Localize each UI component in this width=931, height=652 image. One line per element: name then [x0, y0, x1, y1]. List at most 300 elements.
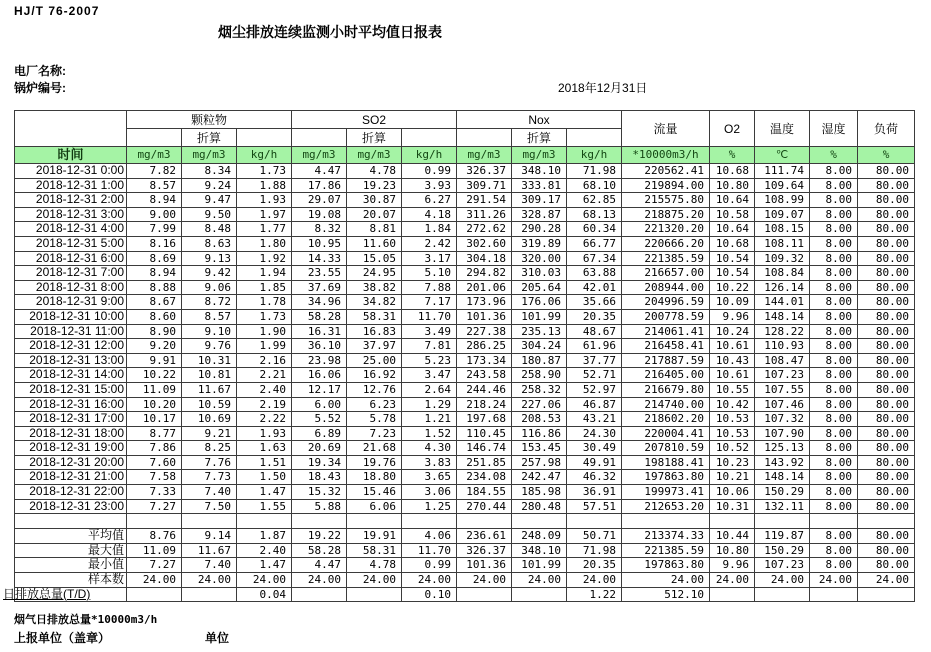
- row-label: 2018-12-31 11:00: [15, 324, 127, 339]
- cell: 23.98: [292, 353, 347, 368]
- cell: 150.29: [755, 485, 810, 500]
- cell: 10.31: [182, 353, 237, 368]
- cell: 12.76: [347, 382, 402, 397]
- cell: 1.52: [402, 426, 457, 441]
- cell: 1.93: [237, 193, 292, 208]
- cell: 80.00: [858, 412, 915, 427]
- cell: [457, 587, 512, 602]
- cell: 5.52: [292, 412, 347, 427]
- cell: 4.78: [347, 164, 402, 179]
- blank-cell: [567, 514, 622, 529]
- row-label: 最小值: [15, 558, 127, 573]
- cell: 326.37: [457, 543, 512, 558]
- cell: 8.00: [810, 309, 858, 324]
- cell: 38.82: [347, 280, 402, 295]
- cell: 52.71: [567, 368, 622, 383]
- cell: 24.00: [292, 573, 347, 588]
- cell: 25.00: [347, 353, 402, 368]
- cell: 8.72: [182, 295, 237, 310]
- cell: 290.28: [512, 222, 567, 237]
- blank-cell: [182, 514, 237, 529]
- cell: 218602.20: [622, 412, 710, 427]
- unit-cell: mg/m3: [512, 147, 567, 164]
- cell: 24.95: [347, 266, 402, 281]
- cell: 8.57: [182, 309, 237, 324]
- cell: 7.81: [402, 339, 457, 354]
- cell: 8.16: [127, 236, 182, 251]
- group-header-row: [15, 111, 915, 129]
- row-label: 2018-12-31 23:00: [15, 499, 127, 514]
- summary-row: [15, 587, 915, 602]
- row-label: 2018-12-31 14:00: [15, 368, 127, 383]
- cell: 197863.80: [622, 558, 710, 573]
- row-label: 2018-12-31 15:00: [15, 382, 127, 397]
- cell: 257.98: [512, 455, 567, 470]
- cell: 80.00: [858, 266, 915, 281]
- cell: 216405.00: [622, 368, 710, 383]
- unit-cell: kg/h: [567, 147, 622, 164]
- cell: 119.87: [755, 529, 810, 544]
- cell: 8.88: [127, 280, 182, 295]
- cell: 14.33: [292, 251, 347, 266]
- cell: 221320.20: [622, 222, 710, 237]
- cell: 37.77: [567, 353, 622, 368]
- cell: 5.23: [402, 353, 457, 368]
- cell: 34.82: [347, 295, 402, 310]
- unit-cell: %: [858, 147, 915, 164]
- cell: 11.70: [402, 309, 457, 324]
- table-row: [15, 295, 915, 310]
- table-row: [15, 324, 915, 339]
- cell: 111.74: [755, 164, 810, 179]
- cell: 80.00: [858, 178, 915, 193]
- blank-cell: [622, 514, 710, 529]
- cell: [347, 587, 402, 602]
- cell: 8.00: [810, 455, 858, 470]
- cell: 208944.00: [622, 280, 710, 295]
- cell: 11.09: [127, 382, 182, 397]
- cell: 15.46: [347, 485, 402, 500]
- cell: 0.99: [402, 164, 457, 179]
- cell: 207810.59: [622, 441, 710, 456]
- cell: 62.85: [567, 193, 622, 208]
- cell: 1.63: [237, 441, 292, 456]
- cell: 9.20: [127, 339, 182, 354]
- row-label: 样本数: [15, 573, 127, 588]
- unit-cell: ℃: [755, 147, 810, 164]
- cell: 132.11: [755, 499, 810, 514]
- cell: 10.58: [710, 207, 755, 222]
- cell: 8.00: [810, 426, 858, 441]
- cell: 10.59: [182, 397, 237, 412]
- cell: 310.03: [512, 266, 567, 281]
- cell: 68.13: [567, 207, 622, 222]
- table-row: [15, 266, 915, 281]
- cell: 4.06: [402, 529, 457, 544]
- cell: 7.27: [127, 558, 182, 573]
- cell: 2.40: [237, 382, 292, 397]
- cell: 7.60: [127, 455, 182, 470]
- cell: 9.42: [182, 266, 237, 281]
- table-row: [15, 426, 915, 441]
- cell: 9.47: [182, 193, 237, 208]
- cell: 10.80: [710, 543, 755, 558]
- cell: 20.35: [567, 309, 622, 324]
- cell: 8.60: [127, 309, 182, 324]
- cell: 19.08: [292, 207, 347, 222]
- cell: [810, 587, 858, 602]
- cell: 16.83: [347, 324, 402, 339]
- cell: 280.48: [512, 499, 567, 514]
- cell: 10.20: [127, 397, 182, 412]
- cell: 36.91: [567, 485, 622, 500]
- table-row: [15, 164, 915, 179]
- cell: 109.07: [755, 207, 810, 222]
- blank-cell: [710, 514, 755, 529]
- cell: 348.10: [512, 543, 567, 558]
- cell: 1.87: [237, 529, 292, 544]
- cell: 197.68: [457, 412, 512, 427]
- cell: 10.52: [710, 441, 755, 456]
- cell: 205.64: [512, 280, 567, 295]
- cell: 9.21: [182, 426, 237, 441]
- cell: 198188.41: [622, 455, 710, 470]
- cell: 80.00: [858, 353, 915, 368]
- row-label: 2018-12-31 8:00: [15, 280, 127, 295]
- cell: 10.06: [710, 485, 755, 500]
- cell: 108.84: [755, 266, 810, 281]
- cell: 4.47: [292, 164, 347, 179]
- cell: 8.00: [810, 470, 858, 485]
- cell: 9.06: [182, 280, 237, 295]
- table-row: [15, 368, 915, 383]
- cell: 8.94: [127, 266, 182, 281]
- cell: 68.10: [567, 178, 622, 193]
- unit-cell: %: [710, 147, 755, 164]
- cell: 23.55: [292, 266, 347, 281]
- row-label: 2018-12-31 18:00: [15, 426, 127, 441]
- report-date: 2018年12月31日: [558, 81, 648, 95]
- cell: 184.55: [457, 485, 512, 500]
- cell: 1.99: [237, 339, 292, 354]
- cell: 214740.00: [622, 397, 710, 412]
- table-row: [15, 280, 915, 295]
- cell: 1.55: [237, 499, 292, 514]
- cell: 221385.59: [622, 543, 710, 558]
- cell: 10.21: [710, 470, 755, 485]
- cell: 9.00: [127, 207, 182, 222]
- cell: 116.86: [512, 426, 567, 441]
- table-row: [15, 441, 915, 456]
- cell: 24.00: [512, 573, 567, 588]
- cell: 1.47: [237, 485, 292, 500]
- unit-cell: mg/m3: [457, 147, 512, 164]
- cell: 24.00: [457, 573, 512, 588]
- cell: 10.53: [710, 412, 755, 427]
- cell: 221385.59: [622, 251, 710, 266]
- cell: 49.91: [567, 455, 622, 470]
- row-label: 2018-12-31 13:00: [15, 353, 127, 368]
- cell: 227.38: [457, 324, 512, 339]
- row-label: 2018-12-31 2:00: [15, 193, 127, 208]
- spacer-row: [15, 514, 915, 529]
- cell: 9.91: [127, 353, 182, 368]
- cell: 3.93: [402, 178, 457, 193]
- cell: 63.88: [567, 266, 622, 281]
- cell: 8.69: [127, 251, 182, 266]
- cell: 10.23: [710, 455, 755, 470]
- cell: 10.22: [710, 280, 755, 295]
- cell: 4.78: [347, 558, 402, 573]
- cell: 3.65: [402, 470, 457, 485]
- cell: 15.32: [292, 485, 347, 500]
- cell: 34.96: [292, 295, 347, 310]
- cell: 10.42: [710, 397, 755, 412]
- cell: [710, 587, 755, 602]
- cell: 219894.00: [622, 178, 710, 193]
- cell: 61.96: [567, 339, 622, 354]
- col-header-flow: 流量: [622, 111, 710, 147]
- row-label: 2018-12-31 20:00: [15, 455, 127, 470]
- cell: [755, 587, 810, 602]
- cell: 57.51: [567, 499, 622, 514]
- cell: 20.69: [292, 441, 347, 456]
- cell: 1.92: [237, 251, 292, 266]
- cell: 108.11: [755, 236, 810, 251]
- cell: 11.70: [402, 543, 457, 558]
- cell: 8.77: [127, 426, 182, 441]
- cell: 101.99: [512, 558, 567, 573]
- cell: 8.00: [810, 485, 858, 500]
- cell: 8.00: [810, 222, 858, 237]
- cell: 15.05: [347, 251, 402, 266]
- unit-cell: mg/m3: [347, 147, 402, 164]
- cell: 8.90: [127, 324, 182, 339]
- unit-row: [15, 147, 915, 164]
- cell: 304.18: [457, 251, 512, 266]
- cell: 10.22: [127, 368, 182, 383]
- blank-cell: [402, 514, 457, 529]
- cell: 10.54: [710, 251, 755, 266]
- cell: 24.00: [810, 573, 858, 588]
- cell: 8.00: [810, 529, 858, 544]
- col-header-temp: 温度: [755, 111, 810, 147]
- cell: 5.88: [292, 499, 347, 514]
- row-label: 2018-12-31 10:00: [15, 309, 127, 324]
- cell: 2.42: [402, 236, 457, 251]
- cell: 21.68: [347, 441, 402, 456]
- cell: 80.00: [858, 382, 915, 397]
- blank-cell: [127, 514, 182, 529]
- cell: 80.00: [858, 309, 915, 324]
- cell: 108.99: [755, 193, 810, 208]
- cell: 66.77: [567, 236, 622, 251]
- unit-cell: mg/m3: [292, 147, 347, 164]
- table-body: [3, 147, 915, 602]
- row-label: 2018-12-31 19:00: [15, 441, 127, 456]
- cell: 80.00: [858, 499, 915, 514]
- cell: 8.76: [127, 529, 182, 544]
- cell: 16.06: [292, 368, 347, 383]
- cell: 144.01: [755, 295, 810, 310]
- cell: [292, 587, 347, 602]
- unit-cell: *10000m3/h: [622, 147, 710, 164]
- cell: 24.00: [347, 573, 402, 588]
- cell: 7.58: [127, 470, 182, 485]
- cell: 4.47: [292, 558, 347, 573]
- cell: 3.47: [402, 368, 457, 383]
- cell: 8.63: [182, 236, 237, 251]
- table-row: [15, 251, 915, 266]
- time-header-blank: [15, 111, 127, 147]
- cell: 10.81: [182, 368, 237, 383]
- cell: 71.98: [567, 543, 622, 558]
- cell: 9.96: [710, 309, 755, 324]
- row-label: 2018-12-31 16:00: [15, 397, 127, 412]
- summary-row: [15, 558, 915, 573]
- cell: 291.54: [457, 193, 512, 208]
- cell: 0.10: [402, 587, 457, 602]
- cell: 37.97: [347, 339, 402, 354]
- col-header-pm: 颗粒物: [127, 111, 292, 129]
- cell: 24.00: [622, 573, 710, 588]
- col-header-humidity: 湿度: [810, 111, 858, 147]
- cell: 173.34: [457, 353, 512, 368]
- cell: 19.76: [347, 455, 402, 470]
- cell: 128.22: [755, 324, 810, 339]
- report-table: [3, 110, 915, 602]
- cell: 146.74: [457, 441, 512, 456]
- cell: 24.30: [567, 426, 622, 441]
- cell: 24.00: [755, 573, 810, 588]
- cell: 8.00: [810, 251, 858, 266]
- cell: 8.00: [810, 368, 858, 383]
- cell: 19.23: [347, 178, 402, 193]
- cell: 5.78: [347, 412, 402, 427]
- cell: 9.14: [182, 529, 237, 544]
- cell: 10.44: [710, 529, 755, 544]
- cell: 58.31: [347, 543, 402, 558]
- cell: 8.94: [127, 193, 182, 208]
- report-table-wrap: [3, 110, 915, 602]
- cell: 176.06: [512, 295, 567, 310]
- blank-cell: [457, 129, 512, 147]
- cell: 348.10: [512, 164, 567, 179]
- cell: 10.68: [710, 236, 755, 251]
- cell: 326.37: [457, 164, 512, 179]
- cell: 294.82: [457, 266, 512, 281]
- cell: 2.16: [237, 353, 292, 368]
- cell: 2.40: [237, 543, 292, 558]
- row-label: [3, 586, 127, 602]
- cell: 1.29: [402, 397, 457, 412]
- cell: 24.00: [567, 573, 622, 588]
- cell: 309.71: [457, 178, 512, 193]
- cell: 10.55: [710, 382, 755, 397]
- cell: 8.48: [182, 222, 237, 237]
- cell: 101.36: [457, 558, 512, 573]
- cell: 244.46: [457, 382, 512, 397]
- cell: 1.50: [237, 470, 292, 485]
- unit-cell: kg/h: [237, 147, 292, 164]
- cell: 52.97: [567, 382, 622, 397]
- cell: 320.00: [512, 251, 567, 266]
- unit-cell: mg/m3: [182, 147, 237, 164]
- cell: 6.23: [347, 397, 402, 412]
- cell: 333.81: [512, 178, 567, 193]
- cell: 10.61: [710, 339, 755, 354]
- cell: 7.33: [127, 485, 182, 500]
- cell: 19.34: [292, 455, 347, 470]
- table-row: [15, 485, 915, 500]
- cell: 107.46: [755, 397, 810, 412]
- table-row: [15, 236, 915, 251]
- cell: 107.90: [755, 426, 810, 441]
- cell: 319.89: [512, 236, 567, 251]
- blank-cell: [567, 129, 622, 147]
- cell: 10.61: [710, 368, 755, 383]
- blank-cell: [127, 129, 182, 147]
- cell: 11.67: [182, 382, 237, 397]
- cell: 1.78: [237, 295, 292, 310]
- cell: 4.30: [402, 441, 457, 456]
- cell: 7.50: [182, 499, 237, 514]
- cell: 216657.00: [622, 266, 710, 281]
- report-unit-label: 上报单位（盖章）: [14, 631, 111, 645]
- cell: 8.81: [347, 222, 402, 237]
- converted-label: 折算: [512, 129, 567, 147]
- cell: 46.87: [567, 397, 622, 412]
- cell: 242.47: [512, 470, 567, 485]
- cell: 8.00: [810, 295, 858, 310]
- cell: 197863.80: [622, 470, 710, 485]
- cell: 80.00: [858, 207, 915, 222]
- cell: 1.88: [237, 178, 292, 193]
- cell: 6.89: [292, 426, 347, 441]
- cell: 8.67: [127, 295, 182, 310]
- cell: 220666.20: [622, 236, 710, 251]
- cell: 35.66: [567, 295, 622, 310]
- blank-cell: [810, 514, 858, 529]
- cell: 8.00: [810, 280, 858, 295]
- cell: 4.18: [402, 207, 457, 222]
- cell: 109.64: [755, 178, 810, 193]
- cell: 80.00: [858, 397, 915, 412]
- cell: [858, 587, 915, 602]
- unit-cell: %: [810, 147, 858, 164]
- cell: 153.45: [512, 441, 567, 456]
- cell: 1.80: [237, 236, 292, 251]
- cell: 328.87: [512, 207, 567, 222]
- cell: 9.13: [182, 251, 237, 266]
- cell: 67.34: [567, 251, 622, 266]
- cell: 10.43: [710, 353, 755, 368]
- cell: 80.00: [858, 470, 915, 485]
- col-header-nox: Nox: [457, 111, 622, 129]
- table-row: [15, 470, 915, 485]
- blank-cell: [755, 514, 810, 529]
- cell: 7.88: [402, 280, 457, 295]
- cell: 8.00: [810, 324, 858, 339]
- cell: 270.44: [457, 499, 512, 514]
- cell: 272.62: [457, 222, 512, 237]
- blank-cell: [15, 514, 127, 529]
- cell: 125.13: [755, 441, 810, 456]
- cell: 1.93: [237, 426, 292, 441]
- cell: 1.94: [237, 266, 292, 281]
- cell: 7.40: [182, 558, 237, 573]
- cell: 10.09: [710, 295, 755, 310]
